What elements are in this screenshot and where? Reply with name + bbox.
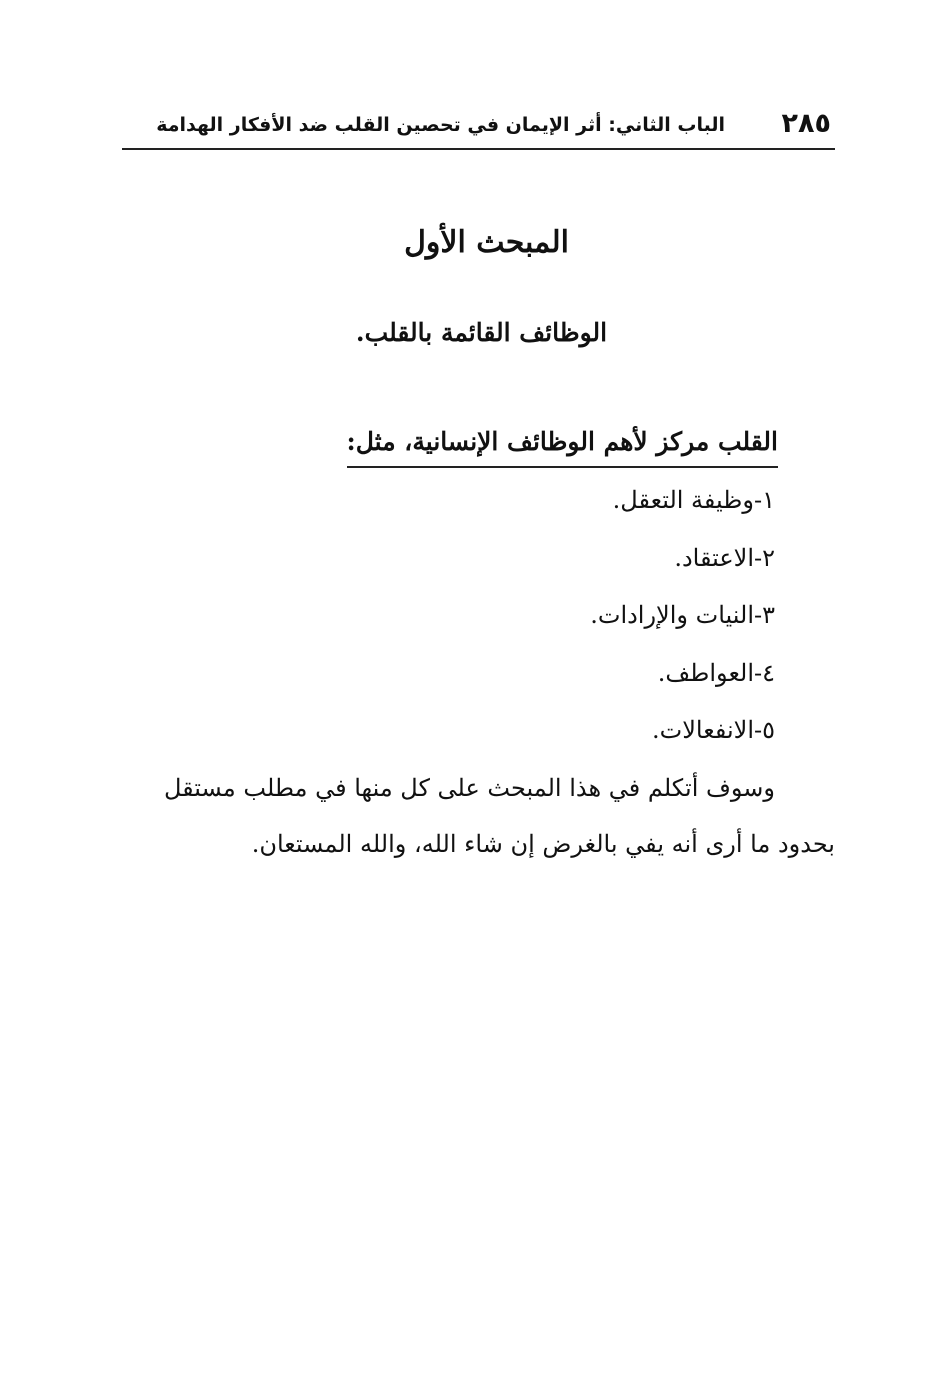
paragraph-line: وسوف أتكلم في هذا المبحث على كل منها في مطلب مستقل xyxy=(163,774,775,802)
running-header xyxy=(122,104,835,150)
page-number: ٢٨٥ xyxy=(781,108,831,139)
body-paragraph xyxy=(124,760,835,872)
list-item: ٢-الاعتقاد. xyxy=(674,543,775,572)
list-item: ٣-النيات والإرادات. xyxy=(590,601,775,629)
list-item: ١-وظيفة التعقل. xyxy=(612,486,775,514)
section-subtitle: الوظائف القائمة بالقلب. xyxy=(355,318,608,347)
lead-heading: القلب مركز لأهم الوظائف الإنسانية، مثل: xyxy=(347,420,779,468)
list-item: ٤-العواطف. xyxy=(657,658,775,687)
section-title: المبحث الأول xyxy=(404,225,569,260)
functions-list xyxy=(590,478,775,766)
paragraph-line: بحدود ما أرى أنه يفي بالغرض إن شاء الله، والله المستعان. xyxy=(251,830,835,858)
chapter-title: الباب الثاني: أثر الإيمان في تحصين القلب ضد الأفكار الهدامة xyxy=(156,114,725,136)
list-item: ٥-الانفعالات. xyxy=(652,716,775,744)
